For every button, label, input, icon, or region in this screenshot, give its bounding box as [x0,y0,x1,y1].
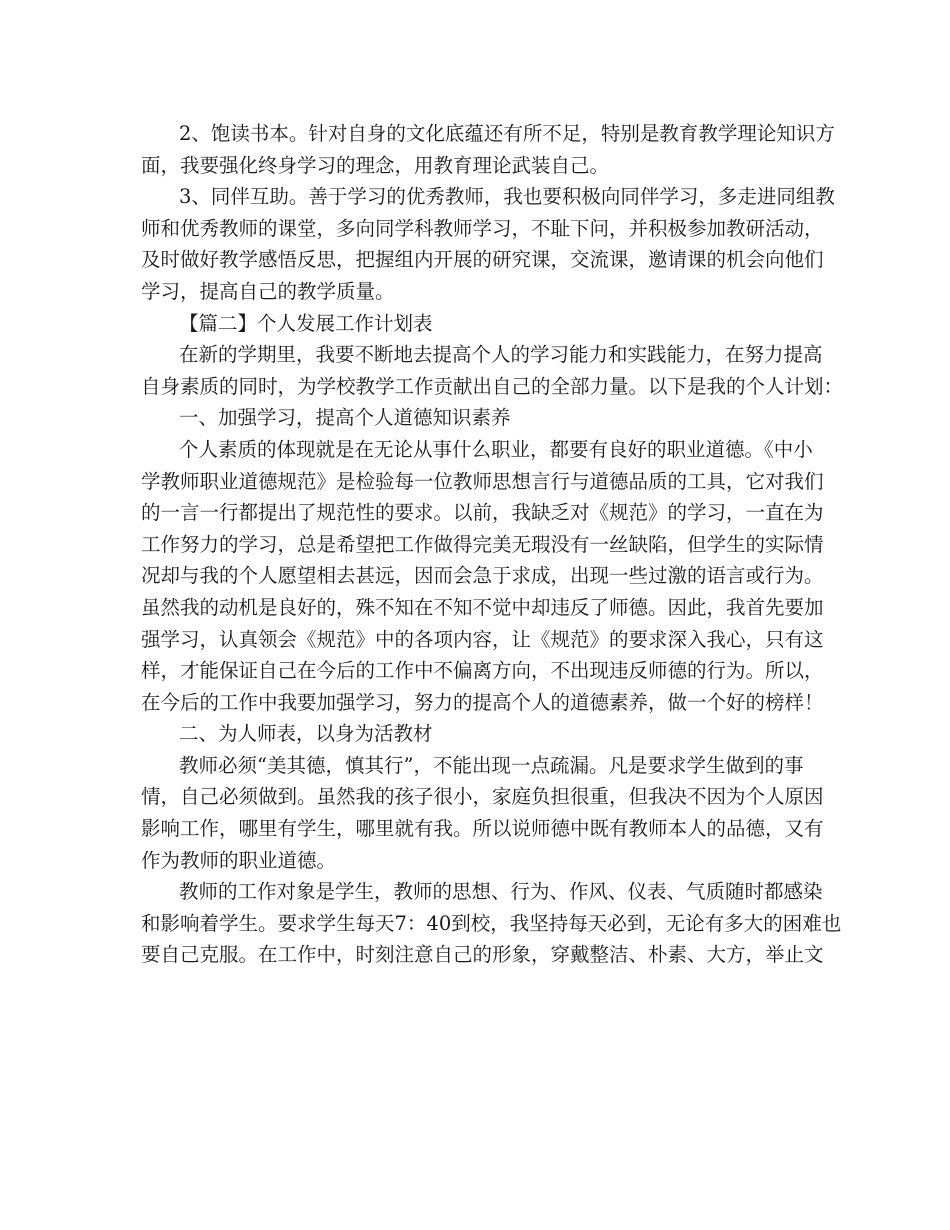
text-line: 在新的学期里，我要不断地去提高个人的学习能力和实践能力，在努力提高 [179,343,823,367]
text-line: 教师的工作对象是学生，教师的思想、行为、作风、仪表、气质随时都感染 [179,880,823,904]
document-body [141,118,844,971]
text-line: 要自己克服。在工作中，时刻注意自己的形象，穿戴整洁、朴素、大方，举止文 [141,943,824,967]
text-line: 面，我要强化终身学习的理念，用教育理论武装自己。 [141,153,610,177]
text-line: 工作努力的学习，总是希望把工作做得完美无瑕没有一丝缺陷，但学生的实际情 [141,532,824,556]
text-line: 学习，提高自己的教学质量。 [141,279,395,303]
text-line: 教师必须“美其德，慎其行”，不能出现一点疏漏。凡是要求学生做到的事 [179,753,804,777]
text-line: 个人素质的体现就是在无论从事什么职业，都要有良好的职业道德。《中小 [179,437,813,461]
text-line: 强学习，认真领会《规范》中的各项内容，让《规范》的要求深入我心，只有这 [141,627,824,651]
text-line: 一、加强学习，提高个人道德知识素养 [179,406,511,430]
text-line: 影响工作，哪里有学生，哪里就有我。所以说师德中既有教师本人的品德，又有 [141,817,824,841]
text-line: 在今后的工作中我要加强学习，努力的提高个人的道德素养，做一个好的榜样！ [141,690,824,714]
text-line: 2、饱读书本。针对自身的文化底蕴还有所不足，特别是教育教学理论知识方 [179,122,835,145]
text-line: 虽然我的动机是良好的，殊不知在不知不觉中却违反了师德。因此，我首先要加 [141,595,824,619]
text-line: 及时做好教学感悟反思，把握组内开展的研究课，交流课，邀请课的机会向他们 [141,248,824,272]
text-line: 学教师职业道德规范》是检验每一位教师思想言行与道德品质的工具，它对我们 [141,469,824,493]
text-line: 的一言一行都提出了规范性的要求。以前，我缺乏对《规范》的学习，一直在为 [141,501,824,525]
text-line: 样，才能保证自己在今后的工作中不偏离方向，不出现违反师德的行为。所以， [141,659,824,683]
text-line: 二、为人师表，以身为活教材 [179,722,433,746]
text-line: 况却与我的个人愿望相去甚远，因而会急于求成，出现一些过激的语言或行为。 [141,564,824,588]
text-line: 3、同伴互助。善于学习的优秀教师，我也要积极向同伴学习，多走进同组教 [179,185,835,209]
text-line: 情，自己必须做到。虽然我的孩子很小，家庭负担很重，但我决不因为个人原因 [141,785,824,809]
text-line: 作为教师的职业道德。 [141,848,337,872]
text-line: 和影响着学生。要求学生每天7：40到校，我坚持每天必到，无论有多大的困难也 [141,911,842,935]
text-line: 自身素质的同时，为学校教学工作贡献出自己的全部力量。以下是我的个人计划： [141,374,844,398]
text-line: 【篇二】个人发展工作计划表 [179,311,433,335]
text-line: 师和优秀教师的课堂，多向同学科教师学习，不耻下问，并积极参加教研活动， [141,216,824,240]
